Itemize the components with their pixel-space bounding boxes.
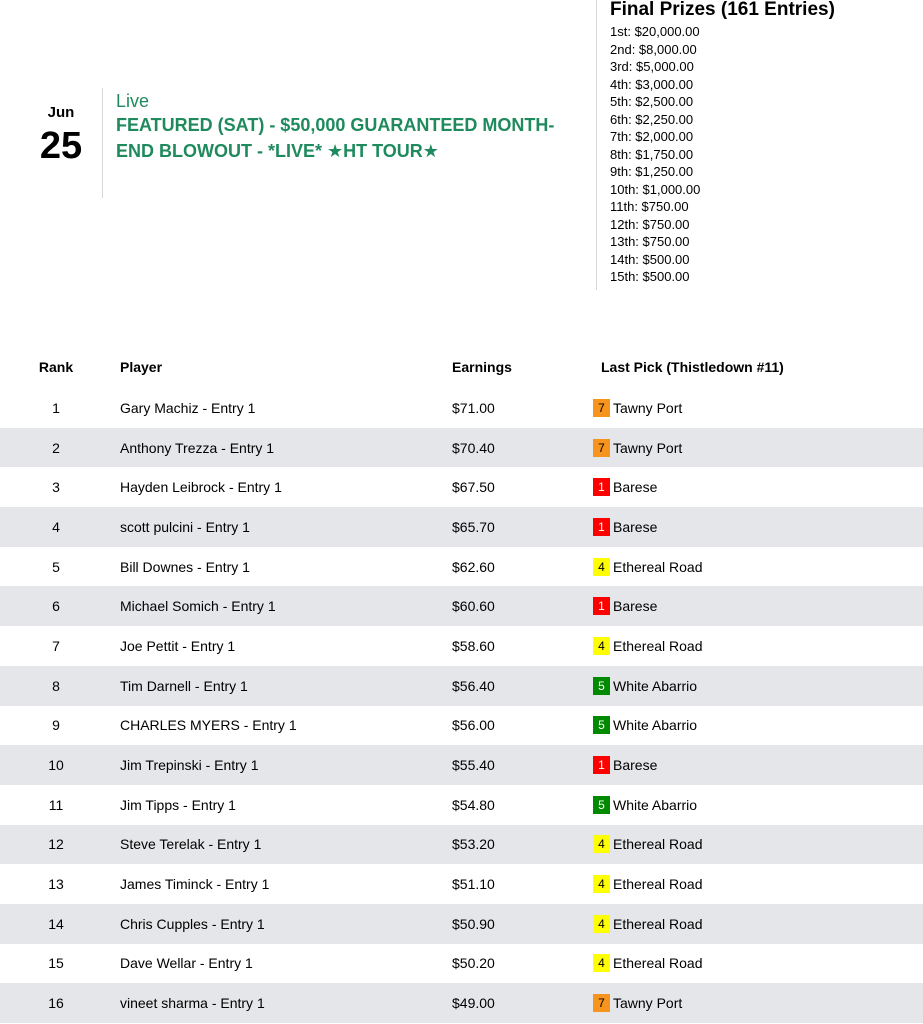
prize-item: 13th: $750.00 (610, 234, 690, 249)
prize-item: 15th: $500.00 (610, 269, 690, 284)
rank-header: Rank (38, 359, 74, 375)
saddle-cloth-number: 4 (593, 835, 610, 853)
player-cell[interactable]: Michael Somich - Entry 1 (120, 598, 276, 615)
prize-list (610, 23, 910, 286)
saddle-cloth-number: 5 (593, 796, 610, 814)
table-row[interactable] (0, 983, 923, 1023)
saddle-cloth-number: 7 (593, 399, 610, 417)
last-pick-cell (582, 547, 923, 587)
pick (593, 677, 697, 695)
earnings-cell: $70.40 (452, 439, 495, 456)
rank-cell: 7 (52, 637, 60, 654)
pick (593, 835, 703, 853)
rank-cell: 9 (52, 717, 60, 734)
pick (593, 597, 657, 615)
rank-cell: 8 (52, 677, 60, 694)
saddle-cloth-number: 4 (593, 637, 610, 655)
earnings-cell: $55.40 (452, 757, 495, 774)
rank-cell: 13 (48, 876, 64, 893)
horse-name: Tawny Port (613, 995, 683, 1012)
table-row[interactable] (0, 745, 923, 785)
prize-item: 14th: $500.00 (610, 251, 690, 267)
earnings-cell: $50.20 (452, 955, 495, 972)
player-cell[interactable]: Tim Darnell - Entry 1 (120, 677, 248, 694)
rank-cell: 15 (48, 955, 64, 972)
player-cell[interactable]: Steve Terelak - Entry 1 (120, 836, 262, 853)
prize-item: 10th: $1,000.00 (610, 181, 701, 197)
earnings-cell: $65.70 (452, 518, 495, 535)
horse-name: Ethereal Road (613, 915, 703, 932)
pick (593, 716, 697, 734)
table-row[interactable] (0, 507, 923, 547)
player-cell[interactable]: Joe Pettit - Entry 1 (120, 637, 236, 654)
player-cell[interactable]: Gary Machiz - Entry 1 (120, 399, 256, 416)
last-pick-cell (582, 904, 923, 944)
prize-item: 12th: $750.00 (610, 216, 690, 232)
horse-name: Barese (613, 598, 658, 615)
last-pick-cell (582, 944, 923, 984)
player-header: Player (120, 359, 163, 375)
event-status: Live (116, 91, 150, 111)
prize-item: 6th: $2,250.00 (610, 111, 694, 127)
rank-cell: 3 (52, 479, 60, 496)
horse-name: Tawny Port (613, 399, 683, 416)
pick (593, 518, 657, 536)
earnings-cell: $58.60 (452, 637, 495, 654)
rank-cell: 14 (48, 915, 64, 932)
horse-name: Ethereal Road (613, 637, 703, 654)
rank-cell: 4 (52, 518, 60, 535)
horse-name: White Abarrio (613, 677, 698, 694)
player-cell[interactable]: Dave Wellar - Entry 1 (120, 955, 253, 972)
player-cell[interactable]: James Timinck - Entry 1 (120, 876, 270, 893)
earnings-cell: $67.50 (452, 479, 495, 496)
pick (593, 954, 703, 972)
horse-name: Tawny Port (613, 439, 683, 456)
saddle-cloth-number: 1 (593, 478, 610, 496)
table-row[interactable] (0, 586, 923, 626)
event-month: Jun (47, 104, 75, 121)
horse-name: Barese (613, 757, 658, 774)
rank-cell: 1 (52, 399, 60, 416)
earnings-cell: $51.10 (452, 876, 495, 893)
saddle-cloth-number: 4 (593, 558, 610, 576)
saddle-cloth-number: 7 (593, 439, 610, 457)
last-pick-cell (582, 706, 923, 746)
date-divider (102, 88, 103, 198)
saddle-cloth-number: 5 (593, 677, 610, 695)
player-cell[interactable]: vineet sharma - Entry 1 (120, 995, 265, 1012)
horse-name: Barese (613, 479, 658, 496)
pick (593, 875, 703, 893)
horse-name: Ethereal Road (613, 836, 703, 853)
pick (593, 399, 682, 417)
event-info (116, 90, 576, 164)
player-cell[interactable]: Chris Cupples - Entry 1 (120, 915, 265, 932)
table-row[interactable] (0, 944, 923, 984)
saddle-cloth-number: 1 (593, 518, 610, 536)
saddle-cloth-number: 5 (593, 716, 610, 734)
earnings-cell: $62.60 (452, 558, 495, 575)
event-title[interactable]: FEATURED (SAT) - $50,000 GUARANTEED MONTH-END BLOWOUT - *LIVE* ★HT TOUR★ (116, 115, 555, 161)
prize-item: 8th: $1,750.00 (610, 146, 694, 162)
standings-body (0, 388, 923, 1023)
pick (593, 439, 682, 457)
player-cell[interactable]: Jim Tipps - Entry 1 (120, 796, 236, 813)
pick (593, 994, 682, 1012)
last-pick-cell (582, 586, 923, 626)
horse-name: Ethereal Road (613, 876, 703, 893)
final-prizes-panel (610, 0, 910, 286)
table-row[interactable] (0, 467, 923, 507)
horse-name: White Abarrio (613, 796, 698, 813)
table-row[interactable] (0, 706, 923, 746)
prize-item: 4th: $3,000.00 (610, 76, 694, 92)
player-cell[interactable]: scott pulcini - Entry 1 (120, 518, 250, 535)
rank-cell: 5 (52, 558, 60, 575)
earnings-header: Earnings (452, 359, 512, 375)
event-date (30, 104, 92, 166)
rank-cell: 10 (48, 757, 64, 774)
pick (593, 915, 703, 933)
table-row[interactable] (0, 547, 923, 587)
horse-name: White Abarrio (613, 717, 698, 734)
pick (593, 637, 703, 655)
last-pick-cell (582, 507, 923, 547)
player-cell[interactable]: CHARLES MYERS - Entry 1 (120, 717, 297, 734)
pick (593, 558, 703, 576)
table-row[interactable] (0, 428, 923, 468)
prize-item: 3rd: $5,000.00 (610, 59, 694, 74)
earnings-cell: $54.80 (452, 796, 495, 813)
table-row[interactable] (0, 626, 923, 666)
last-pick-cell (582, 864, 923, 904)
earnings-cell: $53.20 (452, 836, 495, 853)
prize-item: 9th: $1,250.00 (610, 164, 694, 179)
prize-item: 1st: $20,000.00 (610, 24, 700, 39)
earnings-cell: $71.00 (452, 399, 495, 416)
prize-item: 2nd: $8,000.00 (610, 41, 697, 57)
player-cell[interactable]: Hayden Leibrock - Entry 1 (120, 479, 282, 496)
standings-table (0, 346, 923, 1023)
pick (593, 478, 657, 496)
horse-name: Barese (613, 518, 658, 535)
player-cell[interactable]: Bill Downes - Entry 1 (120, 558, 250, 575)
rank-cell: 16 (48, 995, 64, 1012)
table-row[interactable] (0, 388, 923, 428)
event-day: 25 (39, 125, 83, 167)
horse-name: Ethereal Road (613, 955, 703, 972)
saddle-cloth-number: 7 (593, 994, 610, 1012)
prizes-divider (596, 0, 597, 290)
saddle-cloth-number: 4 (593, 915, 610, 933)
prizes-title: Final Prizes (161 Entries) (610, 0, 835, 20)
saddle-cloth-number: 4 (593, 875, 610, 893)
rank-cell: 6 (52, 598, 60, 615)
player-cell[interactable]: Jim Trepinski - Entry 1 (120, 757, 259, 774)
last-pick-cell (582, 388, 923, 428)
last-pick-cell (582, 467, 923, 507)
table-row[interactable] (0, 825, 923, 865)
horse-name: Ethereal Road (613, 558, 703, 575)
last-pick-cell (582, 825, 923, 865)
rank-cell: 12 (48, 836, 64, 853)
table-header-row (0, 346, 923, 388)
last-pick-cell (582, 428, 923, 468)
table-row[interactable] (0, 904, 923, 944)
pick (593, 756, 657, 774)
prize-item: 11th: $750.00 (610, 199, 689, 214)
saddle-cloth-number: 1 (593, 756, 610, 774)
saddle-cloth-number: 4 (593, 954, 610, 972)
earnings-cell: $50.90 (452, 915, 495, 932)
last-pick-cell (582, 626, 923, 666)
table-row[interactable] (0, 785, 923, 825)
last-pick-cell (582, 785, 923, 825)
table-row[interactable] (0, 666, 923, 706)
rank-cell: 11 (48, 796, 64, 813)
last-pick-header: Last Pick (Thistledown #11) (601, 359, 784, 375)
earnings-cell: $60.60 (452, 598, 495, 615)
table-row[interactable] (0, 864, 923, 904)
last-pick-cell (582, 983, 923, 1023)
saddle-cloth-number: 1 (593, 597, 610, 615)
earnings-cell: $56.00 (452, 717, 495, 734)
last-pick-cell (582, 666, 923, 706)
pick (593, 796, 697, 814)
rank-cell: 2 (52, 439, 60, 456)
prize-item: 7th: $2,000.00 (610, 129, 694, 144)
earnings-cell: $49.00 (452, 995, 495, 1012)
last-pick-cell (582, 745, 923, 785)
player-cell[interactable]: Anthony Trezza - Entry 1 (120, 439, 275, 456)
earnings-cell: $56.40 (452, 677, 495, 694)
prize-item: 5th: $2,500.00 (610, 94, 694, 109)
